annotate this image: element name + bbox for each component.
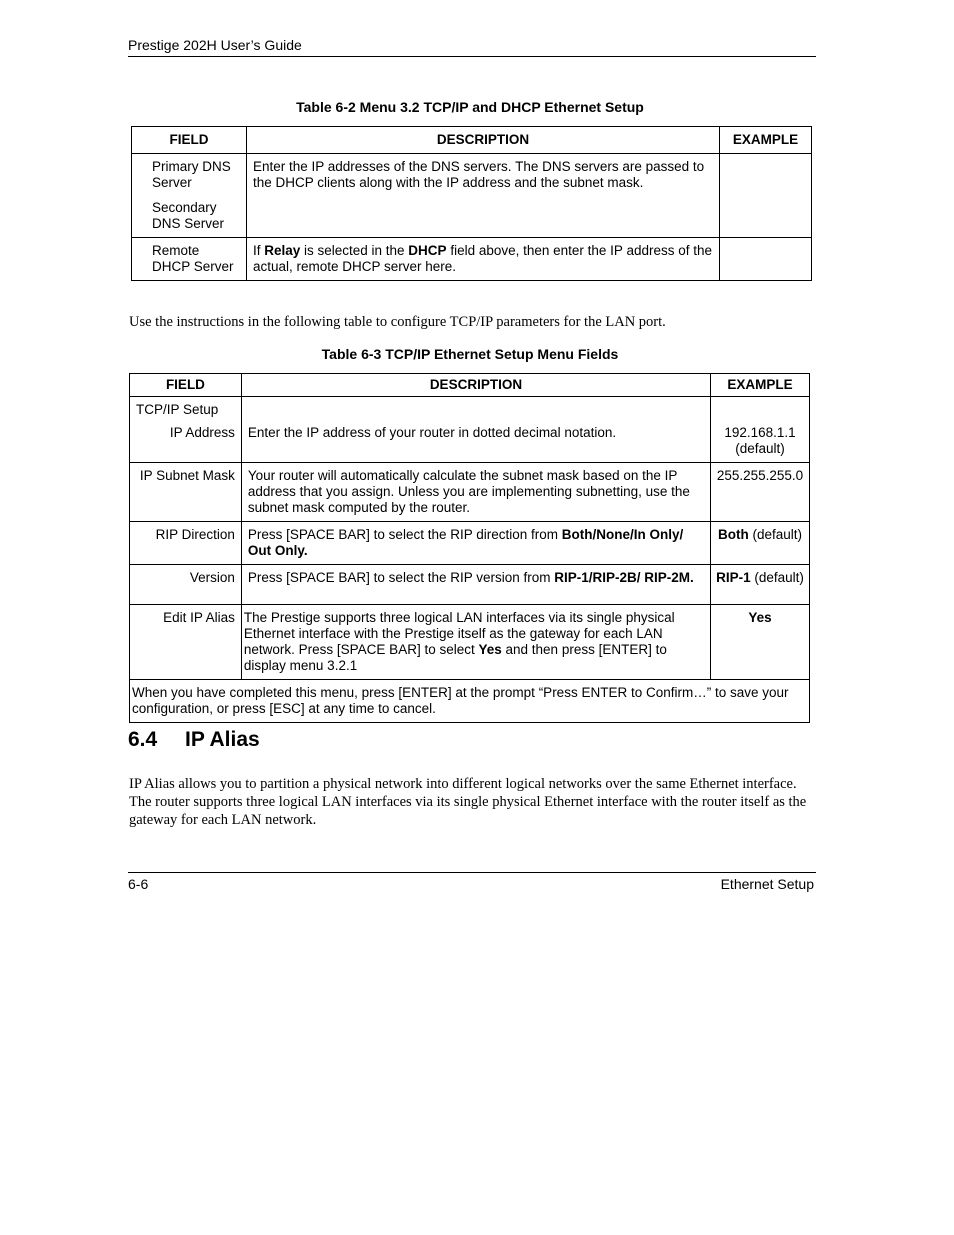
table-row	[130, 463, 810, 522]
example-bold: Yes	[748, 610, 772, 625]
desc-text: field above, then enter the IP address of the actual, remote DHCP server here.	[252, 243, 712, 274]
table-row	[132, 154, 812, 238]
table-6-3-caption: Table 6-3 TCP/IP Ethernet Setup Menu Fields	[321, 346, 619, 362]
example-text: (default)	[748, 527, 803, 542]
desc-bold: Yes	[478, 642, 502, 657]
example-cell	[711, 522, 810, 565]
field-version: Version	[130, 565, 242, 605]
section-heading	[128, 728, 260, 752]
field-cell	[132, 154, 247, 238]
description-cell	[241, 605, 710, 680]
field-ip-address: IP Address	[169, 425, 235, 440]
example-ip: 192.168.1.1	[724, 425, 796, 440]
description-cell: Enter the IP addresses of the DNS servers. The DNS servers are passed to the DHCP clients along with the IP address and the subnet mask.	[246, 154, 719, 238]
desc-text: Press [SPACE BAR] to select the RIP direction from	[247, 527, 562, 542]
col-header-description: DESCRIPTION	[241, 374, 710, 397]
example-cell: 255.255.255.0	[711, 463, 810, 522]
example-cell	[720, 238, 812, 281]
example-bold: RIP-1	[716, 570, 751, 585]
desc-bold: Relay	[264, 243, 301, 258]
field-cell	[130, 397, 242, 463]
footer-note: When you have completed this menu, press [ENTER] at the prompt “Press ENTER to Confirm…” to save your configuration, or press [ESC] at any time to cancel.	[130, 680, 810, 723]
field-edit-ip-alias: Edit IP Alias	[130, 605, 242, 680]
header-title: Prestige 202H User’s Guide	[128, 37, 302, 53]
col-header-description: DESCRIPTION	[246, 127, 719, 154]
section-body: IP Alias allows you to partition a physical network into different logical networks over the same Ethernet interface. The router supports three logical LAN interfaces via its single physical Ethernet interface with the router itself as the gateway for each LAN network.	[129, 776, 807, 828]
table-header-row	[130, 374, 810, 397]
field-remote-dhcp: Remote DHCP Server	[132, 238, 247, 281]
example-text: (default)	[750, 570, 804, 585]
table-row	[130, 522, 810, 565]
section-number: 6.4	[128, 728, 158, 751]
example-default: (default)	[735, 441, 785, 456]
chapter-name: Ethernet Setup	[720, 876, 814, 892]
table-header-row	[132, 127, 812, 154]
field-primary-dns: Primary DNS Server	[152, 159, 231, 190]
example-cell	[711, 605, 810, 680]
example-cell	[711, 565, 810, 605]
page-footer	[128, 872, 816, 892]
page-number: 6-6	[128, 876, 149, 892]
page-header	[128, 37, 816, 57]
group-label-tcpip-setup: TCP/IP Setup	[136, 402, 219, 417]
desc-text: Enter the IP address of your router in dotted decimal notation.	[247, 425, 617, 440]
description-cell	[241, 522, 710, 565]
intro-paragraph: Use the instructions in the following table to configure TCP/IP parameters for the LAN port.	[129, 314, 666, 330]
table-row	[130, 397, 810, 463]
example-bold: Both	[717, 527, 749, 542]
desc-text: is selected in the	[300, 243, 409, 258]
description-cell	[246, 238, 719, 281]
desc-text: and then press [ENTER] to display menu 3.2.1	[243, 642, 667, 673]
desc-bold: DHCP	[408, 243, 447, 258]
desc-text: If	[252, 243, 265, 258]
table-6-3	[129, 373, 810, 723]
desc-bold: Both/None/In Only/ Out Only.	[247, 527, 684, 558]
table-row	[130, 605, 810, 680]
table-row	[132, 238, 812, 281]
description-cell	[241, 397, 710, 463]
example-cell	[711, 397, 810, 463]
table-6-2	[131, 126, 812, 281]
col-header-example: EXAMPLE	[720, 127, 812, 154]
col-header-field: FIELD	[132, 127, 247, 154]
example-cell	[720, 154, 812, 238]
table-row	[130, 565, 810, 605]
desc-text: The Prestige supports three logical LAN interfaces via its single physical Ethernet interface with the Prestige itself as the gateway for each LAN network. Press [SPACE BAR] to select	[243, 610, 675, 657]
field-ip-subnet-mask: IP Subnet Mask	[130, 463, 242, 522]
description-cell	[241, 565, 710, 605]
field-secondary-dns: Secondary DNS Server	[152, 200, 225, 231]
col-header-field: FIELD	[130, 374, 242, 397]
description-cell: Your router will automatically calculate the subnet mask based on the IP address that you assign. Unless you are implementing subnetting, use the subnet mask computed by the router.	[241, 463, 710, 522]
desc-text: Press [SPACE BAR] to select the RIP version from	[247, 570, 555, 585]
table-footer-row	[130, 680, 810, 723]
section-title: IP Alias	[185, 728, 260, 751]
table-6-2-caption: Table 6-2 Menu 3.2 TCP/IP and DHCP Ethernet Setup	[296, 99, 644, 115]
desc-bold: RIP-1/RIP-2B/ RIP-2M.	[554, 570, 694, 585]
field-rip-direction: RIP Direction	[130, 522, 242, 565]
col-header-example: EXAMPLE	[711, 374, 810, 397]
